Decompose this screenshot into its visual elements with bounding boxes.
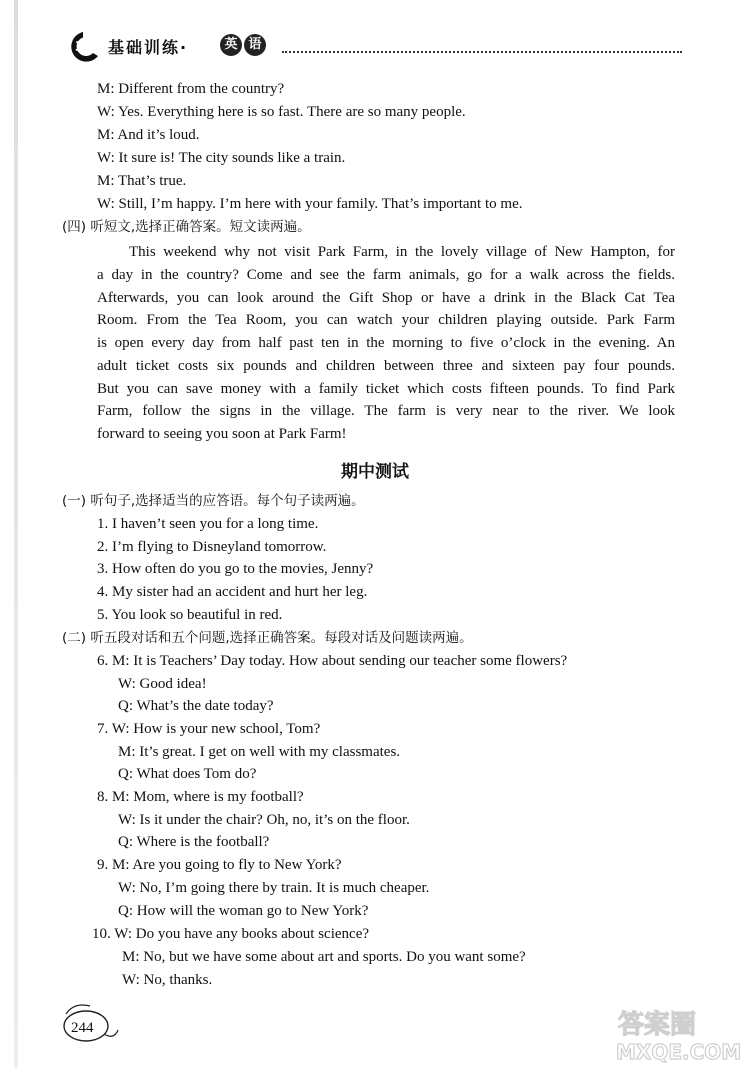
dialogue-line: 6. M: It is Teachers’ Day today. How about sending our teacher some flowers?: [97, 653, 568, 669]
dialogue-line: W: Yes. Everything here is so fast. There are so many people.: [97, 104, 466, 120]
question-item: 4. My sister had an accident and hurt her leg.: [97, 584, 368, 600]
passage-line: is open every day from half past ten in the morning to five o’clock in the evening. An: [97, 335, 675, 351]
dialogue-line: Q: How will the woman go to New York?: [118, 903, 369, 919]
dialogue-line: W: Is it under the chair? Oh, no, it’s on the floor.: [118, 812, 410, 828]
question-item: 1. I haven’t seen you for a long time.: [97, 516, 319, 532]
watermark-line2: MXQE.COM: [616, 1040, 742, 1063]
dialogue-line: W: It sure is! The city sounds like a train.: [97, 150, 346, 166]
watermark-logo: [612, 1005, 742, 1063]
passage-line: a day in the country? Come and see the farm animals, go for a walk across the fields.: [97, 266, 675, 283]
dialogue-line: M: No, but we have some about art and sports. Do you want some?: [122, 949, 526, 965]
dialogue-line: Q: What’s the date today?: [118, 698, 274, 714]
dialogue-line: W: No, I’m going there by train. It is much cheaper.: [118, 880, 430, 896]
dialogue-line: M: It’s great. I get on well with my classmates.: [118, 744, 401, 760]
exam-title: 期中测试: [341, 462, 409, 482]
dialogue-line: W: Still, I’m happy. I’m here with your family. That’s important to me.: [97, 196, 523, 212]
dialogue-line: M: And it’s loud.: [97, 127, 200, 143]
dialogue-line: 10. W: Do you have any books about science?: [92, 926, 370, 942]
passage-line: adult ticket costs six pounds and children between three and sixteen pay four pounds.: [97, 357, 675, 374]
dialogue-line: W: No, thanks.: [122, 972, 213, 988]
dialogue-line: Q: Where is the football?: [118, 834, 270, 850]
dialogue-line: 7. W: How is your new school, Tom?: [97, 721, 321, 737]
dialogue-line: M: Different from the country?: [97, 81, 285, 97]
passage-line: This weekend why not visit Park Farm, in the lovely village of New Hampton, for: [129, 244, 675, 260]
subject-char-2: 语: [244, 34, 266, 56]
watermark-line1: 答案圈: [618, 1010, 697, 1040]
passage-line: But you can save money with a family ticket which costs fifteen pounds. To find Park: [97, 380, 675, 397]
section-heading: (一) 听句子,选择适当的应答语。每个句子读两遍。: [62, 493, 365, 509]
dialogue-line: 9. M: Are you going to fly to New York?: [97, 857, 342, 873]
series-title: 基础训练·: [108, 38, 189, 57]
passage-line: Farm, follow the signs in the village. The farm is very near to the river. We look: [97, 403, 675, 420]
question-item: 3. How often do you go to the movies, Jenny?: [97, 561, 374, 577]
series-logo-icon: [62, 30, 104, 62]
dialogue-line: W: Good idea!: [118, 676, 207, 692]
section-heading: (二) 听五段对话和五个问题,选择正确答案。每段对话及问题读两遍。: [62, 630, 473, 646]
dialogue-line: M: That’s true.: [97, 173, 187, 189]
dialogue-line: Q: What does Tom do?: [118, 766, 257, 782]
dialogue-line: 8. M: Mom, where is my football?: [97, 789, 304, 805]
passage-line: Afterwards, you can look around the Gift Shop or have a drink in the Black Cat Tea: [97, 289, 675, 306]
listening-passage: [97, 241, 675, 446]
header-dotted-rule: [282, 51, 682, 53]
passage-line: Room. From the Tea Room, you can watch your children playing outside. Park Farm: [97, 312, 675, 329]
page-header: [62, 30, 682, 64]
section-heading: (四) 听短文,选择正确答案。短文读两遍。: [62, 219, 311, 235]
logo-text: 3L: [75, 40, 93, 55]
page-number: 244: [71, 1020, 94, 1036]
page-binding-edge: [14, 0, 18, 1068]
page-number-ornament: [60, 1000, 120, 1050]
passage-line: forward to seeing you soon at Park Farm!: [97, 426, 347, 442]
subject-char-1: 英: [220, 34, 242, 56]
question-item: 2. I’m flying to Disneyland tomorrow.: [97, 539, 327, 555]
question-item: 5. You look so beautiful in red.: [97, 607, 283, 623]
